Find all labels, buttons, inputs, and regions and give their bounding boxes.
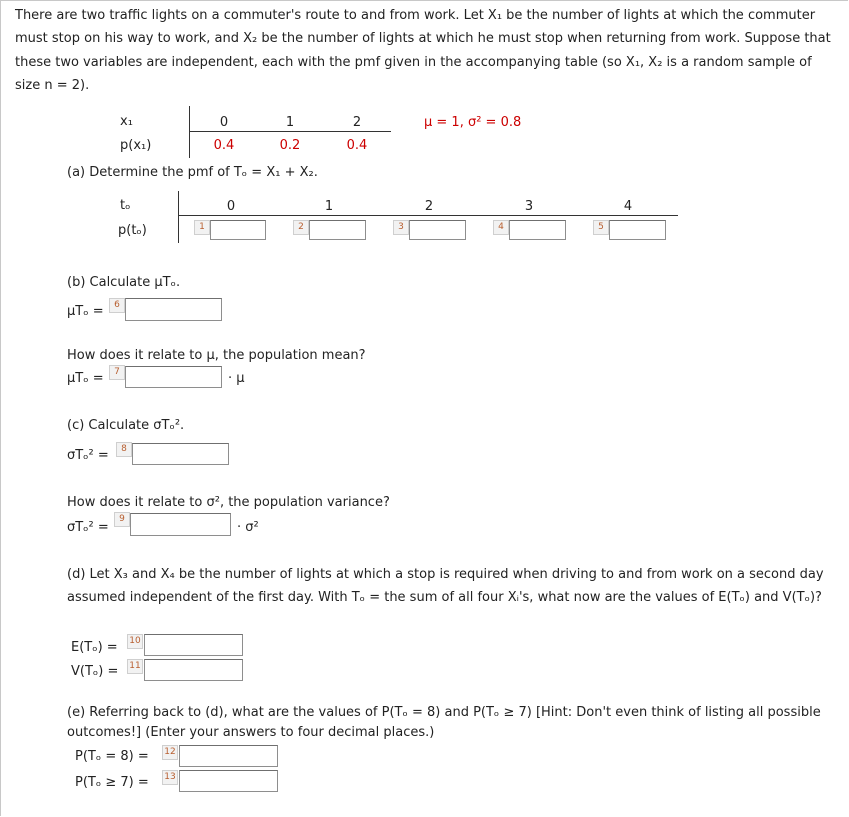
pmf-x-0: 0 <box>219 115 229 130</box>
expectation-input[interactable] <box>144 634 243 656</box>
part-b-relation-prompt: How does it relate to μ, the population mean? <box>67 348 366 363</box>
part-a-t-4: 4 <box>623 199 633 214</box>
variance-multiplier-input[interactable] <box>130 513 231 536</box>
part-a-divider-horizontal <box>178 215 678 216</box>
answer-badge-13: 13 <box>162 770 178 785</box>
pmf-t3-input[interactable] <box>509 220 566 240</box>
prob-at-least-7-input[interactable] <box>179 770 278 792</box>
variance-to-input[interactable] <box>132 443 229 465</box>
part-a-t-0: 0 <box>226 199 236 214</box>
pmf-x-1: 1 <box>285 115 295 130</box>
answer-badge-8: 8 <box>116 442 132 457</box>
answer-badge-1: 1 <box>194 220 210 235</box>
part-a-p-label: p(tₒ) <box>118 223 147 238</box>
pmf-t4-input[interactable] <box>609 220 666 240</box>
answer-badge-4: 4 <box>493 220 509 235</box>
answer-badge-10: 10 <box>127 634 143 649</box>
answer-badge-2: 2 <box>293 220 309 235</box>
answer-badge-12: 12 <box>162 745 178 760</box>
answer-badge-9: 9 <box>114 512 130 527</box>
answer-badge-11: 11 <box>127 659 143 674</box>
part-c-relation-label: σTₒ² = <box>67 520 109 535</box>
part-c-relation-prompt: How does it relate to σ², the population variance? <box>67 495 390 510</box>
part-d-prompt: (d) Let X₃ and X₄ be the number of lights at which a stop is required when driving to and from work on a second day assumed independent of the first day. With Tₒ = the sum of all four Xᵢ's, what now are the values of E(Tₒ) and V(Tₒ)? <box>67 567 824 605</box>
pmf-p-label: p(x₁) <box>120 138 152 153</box>
part-a-t-3: 3 <box>524 199 534 214</box>
part-a-prompt: (a) Determine the pmf of Tₒ = X₁ + X₂. <box>67 165 318 180</box>
pmf-x-label: x₁ <box>120 114 133 129</box>
pmf-p-2: 0.4 <box>346 138 368 153</box>
pmf-t1-input[interactable] <box>309 220 366 240</box>
pmf-p-1: 0.2 <box>279 138 301 153</box>
variance-input[interactable] <box>144 659 243 681</box>
part-e-prompt: (e) Referring back to (d), what are the values of P(Tₒ = 8) and P(Tₒ ≥ 7) [Hint: Don't even think of listing all possible outcomes!] (Enter your answers to four decimal places.) <box>67 705 821 740</box>
part-b-relation-suffix: · μ <box>228 371 245 386</box>
mean-to-input[interactable] <box>125 298 222 321</box>
answer-badge-3: 3 <box>393 220 409 235</box>
answer-badge-6: 6 <box>109 298 125 313</box>
part-d-expectation-label: E(Tₒ) = <box>71 640 118 655</box>
pmf-moments: μ = 1, σ² = 0.8 <box>424 115 522 130</box>
part-a-t-1: 1 <box>324 199 334 214</box>
pmf-t0-input[interactable] <box>210 220 266 240</box>
part-e-p8-label: P(Tₒ = 8) = <box>75 749 149 764</box>
pmf-p-0: 0.4 <box>213 138 235 153</box>
problem-intro: There are two traffic lights on a commuter's route to and from work. Let X₁ be the number of lights at which the commuter must stop on his way to work, and X₂ be the number of lights at which he must stop when returning from work. Suppose that these two variables are independent, each with the pmf given in the accompanying table (so X₁, X₂ is a random sample of size n = 2). <box>15 8 831 93</box>
part-d-variance-label: V(Tₒ) = <box>71 664 119 679</box>
part-b-prompt: (b) Calculate μTₒ. <box>67 275 181 290</box>
answer-badge-5: 5 <box>593 220 609 235</box>
pmf-divider-vertical <box>189 106 190 158</box>
part-c-variance-label: σTₒ² = <box>67 448 109 463</box>
prob-equals-8-input[interactable] <box>179 745 278 767</box>
part-a-t-2: 2 <box>424 199 434 214</box>
part-a-divider-vertical <box>178 191 179 243</box>
pmf-x-2: 2 <box>352 115 362 130</box>
part-c-relation-suffix: · σ² <box>237 520 259 535</box>
part-b-mean-label: μTₒ = <box>67 304 104 319</box>
part-a-t-label: tₒ <box>120 198 131 213</box>
pmf-t2-input[interactable] <box>409 220 466 240</box>
part-c-prompt: (c) Calculate σTₒ². <box>67 418 185 433</box>
part-b-relation-label: μTₒ = <box>67 371 104 386</box>
pmf-divider-horizontal <box>189 131 391 132</box>
mean-multiplier-input[interactable] <box>125 366 222 388</box>
answer-badge-7: 7 <box>109 365 125 380</box>
part-e-p7-label: P(Tₒ ≥ 7) = <box>75 775 149 790</box>
